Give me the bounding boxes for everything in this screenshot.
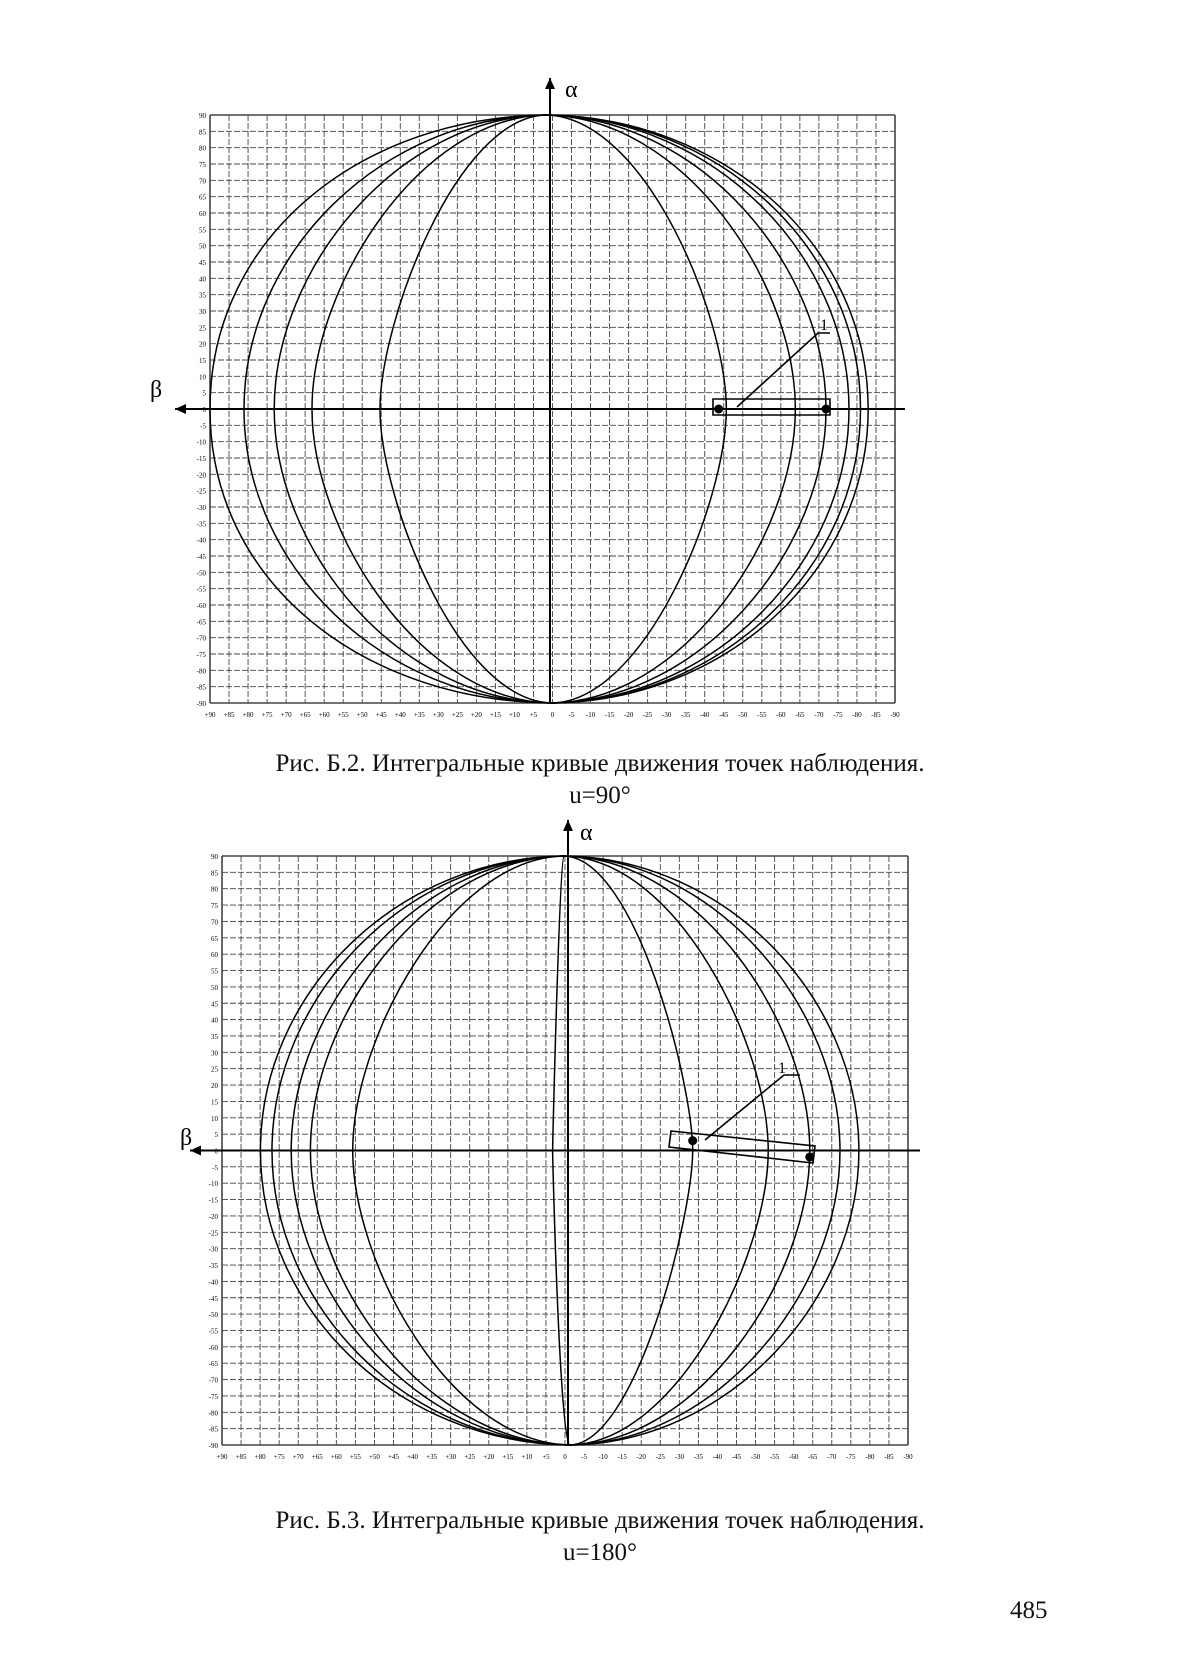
x-tick-label: +55 — [337, 711, 349, 719]
x-tick-label: +55 — [349, 1453, 361, 1461]
y-tick-label: -80 — [196, 667, 206, 676]
x-tick-label: -55 — [757, 711, 767, 719]
y-tick-label: 5 — [214, 1131, 218, 1140]
x-tick-label: +5 — [529, 711, 538, 719]
x-tick-label: -40 — [700, 711, 710, 719]
x-tick-label: +45 — [375, 711, 387, 719]
y-tick-label: 50 — [199, 242, 206, 251]
y-tick-label: -85 — [196, 683, 206, 692]
x-tick-label: -35 — [681, 711, 691, 719]
y-tick-label: 75 — [199, 161, 206, 169]
x-tick-label: -75 — [846, 1453, 856, 1461]
marker-box — [713, 399, 830, 415]
x-tick-label: -45 — [731, 1453, 742, 1461]
y-tick-label: 85 — [199, 128, 206, 137]
x-tick-label: -65 — [795, 711, 805, 719]
x-tick-label: -20 — [623, 711, 634, 719]
x-tick-label: -35 — [693, 1453, 704, 1461]
x-tick-label: +50 — [368, 1453, 380, 1461]
x-tick-label: +35 — [426, 1453, 438, 1461]
marker-point — [688, 1136, 697, 1145]
y-tick-label: 45 — [199, 259, 206, 267]
chart-b2 — [150, 77, 905, 719]
x-tick-label: +20 — [470, 711, 482, 719]
y-tick-label: -60 — [196, 602, 206, 610]
x-tick-label: +15 — [489, 711, 501, 719]
y-tick-label: -65 — [208, 1360, 218, 1369]
x-tick-label: -25 — [655, 1453, 665, 1461]
x-tick-label: +10 — [508, 711, 520, 719]
y-tick-label: 40 — [211, 1016, 218, 1025]
x-tick-label: -40 — [712, 1453, 723, 1461]
figure-b3-title: Рис. Б.3. Интегральные кривые движения точек наблюдения. — [275, 1507, 925, 1534]
x-tick-label: +90 — [216, 1453, 228, 1461]
y-tick-label: -75 — [208, 1392, 218, 1401]
y-tick-label: -40 — [208, 1278, 218, 1287]
y-tick-label: -15 — [196, 455, 206, 463]
y-tick-label: 85 — [211, 869, 218, 878]
y-tick-label: 25 — [199, 324, 206, 333]
x-tick-label: -5 — [581, 1453, 587, 1461]
figure-b2-title: Рис. Б.2. Интегральные кривые движения точек наблюдения. — [275, 750, 925, 777]
y-tick-label: 60 — [211, 951, 218, 960]
x-tick-label: +85 — [235, 1453, 247, 1461]
x-tick-label: -30 — [661, 711, 672, 719]
y-tick-label: 15 — [211, 1098, 218, 1107]
chart-b3 — [180, 820, 920, 1461]
y-tick-label: 70 — [211, 918, 218, 927]
x-tick-label: -5 — [568, 711, 575, 719]
y-tick-label: -20 — [208, 1212, 218, 1221]
y-tick-label: 55 — [199, 226, 206, 235]
y-tick-label: 80 — [199, 144, 206, 153]
x-tick-label: 0 — [550, 711, 555, 719]
x-tick-label: +80 — [242, 711, 254, 719]
x-tick-label: -15 — [604, 711, 615, 719]
y-tick-label: -50 — [208, 1311, 218, 1320]
x-tick-label: -20 — [636, 1453, 646, 1461]
y-tick-label: 20 — [199, 340, 206, 349]
alpha-axis-label: α — [565, 77, 578, 103]
x-tick-label: -70 — [827, 1453, 837, 1461]
marker-point — [714, 405, 723, 414]
y-tick-label: -75 — [196, 651, 206, 659]
x-tick-label: -80 — [865, 1453, 875, 1461]
x-tick-label: -55 — [769, 1453, 780, 1461]
alpha-axis-arrow — [545, 78, 555, 89]
y-tick-label: 55 — [211, 967, 218, 976]
y-tick-label: 10 — [199, 373, 206, 382]
y-tick-label: 90 — [199, 112, 206, 120]
x-tick-label: +70 — [292, 1453, 304, 1461]
callout-label: 1 — [820, 317, 828, 334]
x-tick-label: 0 — [563, 1453, 567, 1461]
x-tick-label: +30 — [445, 1453, 457, 1461]
callout-label: 1 — [778, 1060, 786, 1077]
y-tick-label: 0 — [214, 1147, 218, 1156]
x-tick-label: -10 — [585, 711, 596, 719]
y-tick-label: -10 — [196, 438, 206, 447]
x-tick-label: +80 — [254, 1453, 266, 1461]
x-tick-label: -85 — [884, 1453, 894, 1461]
y-tick-label: 40 — [199, 275, 206, 284]
x-tick-label: -45 — [719, 711, 729, 719]
x-tick-label: +75 — [261, 711, 273, 719]
y-tick-label: -40 — [196, 536, 206, 545]
x-tick-label: +60 — [318, 711, 330, 719]
x-tick-label: +5 — [542, 1453, 550, 1461]
y-tick-label: -70 — [208, 1376, 218, 1385]
x-tick-label: -75 — [833, 711, 843, 719]
y-tick-label: -60 — [208, 1343, 218, 1352]
x-tick-label: +90 — [204, 711, 216, 719]
x-tick-label: -70 — [814, 711, 824, 719]
y-tick-label: -5 — [200, 422, 206, 431]
y-tick-label: -35 — [196, 520, 206, 529]
y-tick-label: -20 — [196, 471, 206, 480]
x-tick-label: -30 — [674, 1453, 685, 1461]
x-tick-label: -90 — [903, 1453, 913, 1461]
y-tick-label: 80 — [211, 885, 218, 894]
y-tick-label: 60 — [199, 210, 206, 218]
alpha-axis-label: α — [580, 820, 593, 846]
x-tick-label: +45 — [388, 1453, 399, 1461]
y-tick-label: 90 — [211, 853, 218, 861]
y-tick-label: -90 — [208, 1442, 218, 1450]
x-tick-label: -85 — [871, 711, 881, 719]
x-tick-label: +10 — [521, 1453, 533, 1461]
y-tick-label: -55 — [196, 585, 206, 594]
y-tick-label: 35 — [211, 1032, 218, 1041]
x-tick-label: +60 — [330, 1453, 342, 1461]
y-tick-label: -50 — [196, 569, 206, 578]
figure-b2-param: u=90° — [569, 782, 631, 809]
y-tick-label: 65 — [211, 934, 218, 943]
y-tick-label: -25 — [208, 1229, 218, 1238]
y-tick-label: -10 — [208, 1180, 218, 1189]
x-tick-label: -90 — [890, 711, 900, 719]
y-tick-label: -45 — [196, 553, 206, 561]
y-tick-label: 35 — [199, 291, 206, 300]
x-tick-label: -50 — [738, 711, 748, 719]
y-tick-label: 75 — [211, 902, 218, 911]
marker-box — [669, 1131, 815, 1163]
y-tick-label: 70 — [199, 177, 206, 186]
marker-point — [805, 1153, 814, 1162]
y-tick-label: 5 — [202, 389, 206, 398]
y-tick-label: 30 — [211, 1049, 218, 1058]
beta-axis-arrow — [175, 404, 186, 414]
x-tick-label: +15 — [502, 1453, 514, 1461]
y-tick-label: 10 — [211, 1114, 218, 1123]
x-tick-label: +65 — [299, 711, 311, 719]
y-tick-label: -30 — [208, 1245, 218, 1254]
marker-point — [822, 405, 831, 414]
x-tick-label: -65 — [808, 1453, 818, 1461]
x-tick-label: +75 — [273, 1453, 285, 1461]
y-tick-label: 50 — [211, 983, 218, 992]
x-tick-label: -50 — [750, 1453, 761, 1461]
x-tick-label: -25 — [642, 711, 653, 719]
y-tick-label: -15 — [208, 1196, 218, 1205]
figure-b2-caption — [0, 748, 1200, 812]
x-tick-label: +25 — [464, 1453, 476, 1461]
y-tick-label: 25 — [211, 1065, 218, 1074]
x-tick-label: -60 — [788, 1453, 799, 1461]
x-tick-label: +40 — [394, 711, 406, 719]
y-tick-label: -80 — [208, 1409, 218, 1418]
y-tick-label: -55 — [208, 1327, 218, 1336]
y-tick-label: -70 — [196, 634, 206, 643]
x-tick-label: +35 — [413, 711, 425, 719]
page-number: 485 — [1010, 1597, 1048, 1624]
y-tick-label: -5 — [212, 1163, 218, 1172]
beta-axis-label: β — [180, 1125, 193, 1151]
y-tick-label: 0 — [202, 406, 206, 414]
x-tick-label: +50 — [356, 711, 368, 719]
x-tick-label: +65 — [311, 1453, 323, 1461]
y-tick-label: 15 — [199, 357, 206, 365]
figure-b3-param: u=180° — [562, 1539, 638, 1566]
x-tick-label: -10 — [598, 1453, 608, 1461]
y-tick-label: -85 — [208, 1425, 218, 1434]
x-tick-label: +70 — [280, 711, 292, 719]
x-tick-label: +30 — [432, 711, 444, 719]
y-tick-label: -90 — [196, 700, 206, 708]
x-tick-label: +20 — [483, 1453, 495, 1461]
beta-axis-label: β — [150, 377, 163, 403]
x-tick-label: -60 — [776, 711, 786, 719]
x-tick-label: +85 — [223, 711, 235, 719]
y-tick-label: -25 — [196, 487, 206, 496]
figure-b3-caption — [0, 1505, 1200, 1569]
y-tick-label: 45 — [211, 1000, 218, 1009]
y-tick-label: -45 — [208, 1294, 218, 1303]
alpha-axis-arrow — [563, 820, 573, 831]
y-tick-label: -30 — [196, 504, 206, 512]
y-tick-label: -35 — [208, 1262, 218, 1271]
x-tick-label: -15 — [617, 1453, 627, 1461]
y-tick-label: -65 — [196, 618, 206, 627]
y-tick-label: 20 — [211, 1082, 218, 1091]
y-tick-label: 65 — [199, 193, 206, 202]
y-tick-label: 30 — [199, 308, 206, 316]
x-tick-label: +25 — [451, 711, 463, 719]
x-tick-label: -80 — [852, 711, 862, 719]
x-tick-label: +40 — [407, 1453, 419, 1461]
